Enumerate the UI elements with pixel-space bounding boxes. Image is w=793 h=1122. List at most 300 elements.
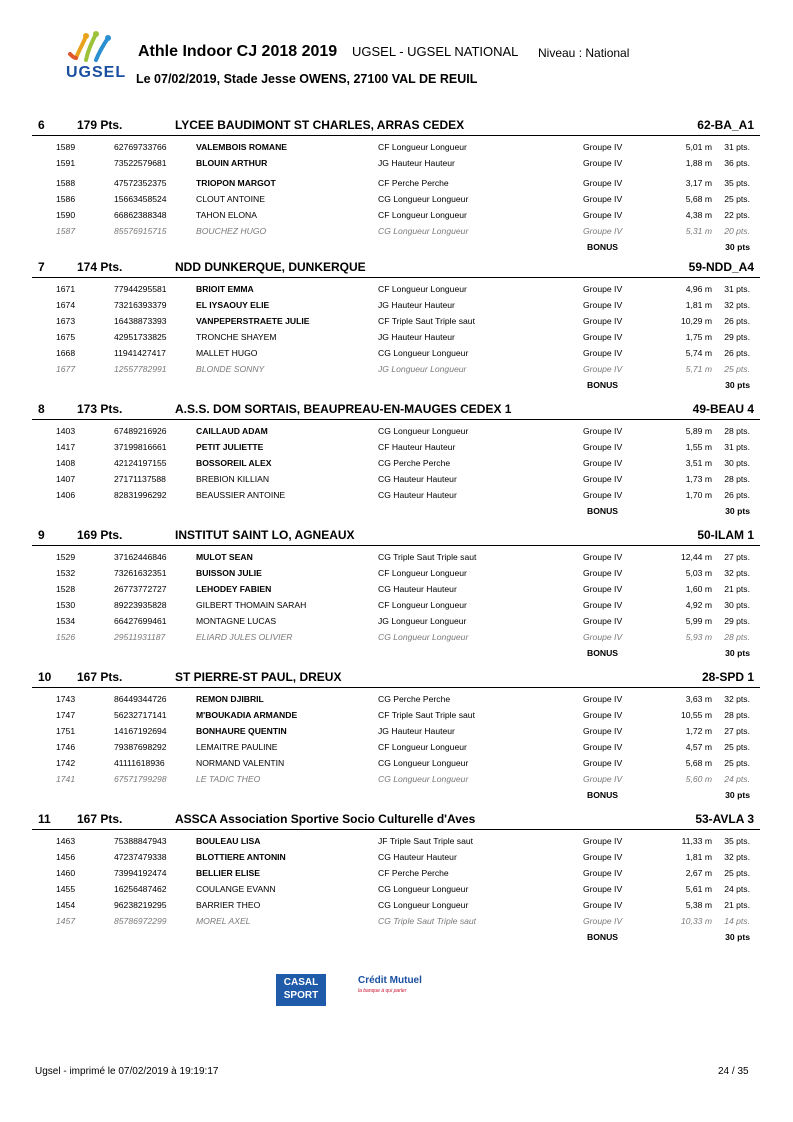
athlete-name: BARRIER THEO (196, 900, 261, 910)
athlete-name: LE TADIC THEO (196, 774, 261, 784)
athlete-name: BELLIER ELISE (196, 868, 260, 878)
licence-number: 86449344726 (114, 694, 167, 704)
athlete-name: BOUCHEZ HUGO (196, 226, 267, 236)
licence-number: 67489216926 (114, 426, 167, 436)
team-points: 169 Pts. (77, 528, 123, 542)
performance: 1,70 m (685, 490, 712, 500)
licence-number: 37199816661 (114, 442, 167, 452)
athlete-row (32, 613, 760, 629)
athlete-name: MALLET HUGO (196, 348, 258, 358)
event-name: CG Longueur Longueur (378, 426, 469, 436)
event-name: JF Triple Saut Triple saut (378, 836, 474, 846)
bonus-points: 30 pts (725, 506, 750, 516)
team-points: 179 Pts. (77, 118, 123, 132)
event-name: JG Longueur Longueur (378, 364, 467, 374)
event-name: CG Perche Perche (378, 458, 451, 468)
team-block (32, 259, 760, 393)
athlete-row (32, 345, 760, 361)
event-name: CF Longueur Longueur (378, 568, 467, 578)
bib-number: 1406 (56, 490, 76, 500)
team-rank: 9 (38, 528, 45, 542)
team-block (32, 117, 760, 255)
bib-number: 1526 (56, 632, 76, 642)
event-name: CF Longueur Longueur (378, 742, 467, 752)
athlete-name: BRIOIT EMMA (196, 284, 254, 294)
bib-number: 1417 (56, 442, 76, 452)
casal-sport-logo: CASAL SPORT (276, 974, 326, 1006)
team-points: 167 Pts. (77, 670, 123, 684)
team-name: NDD DUNKERQUE, DUNKERQUE (175, 260, 366, 274)
level: Niveau : National (538, 46, 630, 60)
event-name: CF Perche Perche (378, 868, 449, 878)
athlete-points: 24 pts. (724, 884, 750, 894)
athlete-row (32, 565, 760, 581)
performance: 5,60 m (685, 774, 712, 784)
athlete-name: MOREL AXEL (196, 916, 251, 926)
licence-number: 66427699461 (114, 616, 167, 626)
athlete-row (32, 581, 760, 597)
bonus-points: 30 pts (725, 380, 750, 390)
licence-number: 79387698292 (114, 742, 167, 752)
bonus-row (32, 239, 760, 255)
group-name: Groupe IV (583, 568, 623, 578)
licence-number: 42124197155 (114, 458, 167, 468)
athlete-row (32, 155, 760, 171)
bib-number: 1534 (56, 616, 76, 626)
performance: 10,55 m (680, 710, 712, 720)
competition-title: Athle Indoor CJ 2018 2019 (138, 43, 338, 60)
performance: 11,33 m (681, 836, 712, 846)
bib-number: 1674 (56, 300, 76, 310)
performance: 5,03 m (685, 568, 712, 578)
logo-text: UGSEL (66, 64, 127, 81)
bonus-points: 30 pts (725, 932, 750, 942)
licence-number: 37162446846 (114, 552, 167, 562)
performance: 4,92 m (685, 600, 712, 610)
performance: 3,17 m (685, 178, 712, 188)
athlete-points: 27 pts. (724, 726, 750, 736)
athlete-name: BUISSON JULIE (196, 568, 262, 578)
event-name: JG Longueur Longueur (378, 616, 467, 626)
group-name: Groupe IV (583, 226, 623, 236)
performance: 5,71 m (685, 364, 712, 374)
athlete-points: 30 pts. (724, 458, 750, 468)
event-name: CF Longueur Longueur (378, 142, 467, 152)
athlete-points: 25 pts. (724, 742, 750, 752)
page-header (0, 0, 793, 110)
licence-number: 56232717141 (114, 710, 167, 720)
bib-number: 1530 (56, 600, 76, 610)
bib-number: 1456 (56, 852, 76, 862)
bib-number: 1529 (56, 552, 76, 562)
athlete-points: 32 pts. (724, 568, 750, 578)
licence-number: 27171137588 (114, 474, 166, 484)
group-name: Groupe IV (583, 852, 623, 862)
group-name: Groupe IV (583, 694, 623, 704)
group-name: Groupe IV (583, 900, 623, 910)
bib-number: 1457 (56, 916, 76, 926)
licence-number: 47237479338 (114, 852, 167, 862)
event-name: JG Hauteur Hauteur (378, 158, 455, 168)
athlete-row (32, 881, 760, 897)
bib-number: 1747 (56, 710, 76, 720)
group-name: Groupe IV (583, 774, 623, 784)
group-name: Groupe IV (583, 178, 623, 188)
performance: 5,93 m (685, 632, 712, 642)
group-name: Groupe IV (583, 600, 623, 610)
event-name: CG Triple Saut Triple saut (378, 552, 477, 562)
event-name: CG Perche Perche (378, 694, 451, 704)
athlete-points: 31 pts. (724, 442, 750, 452)
credit-mutuel-logo: Crédit Mutuel (358, 975, 422, 986)
performance: 1,55 m (685, 442, 712, 452)
performance: 5,99 m (685, 616, 712, 626)
bib-number: 1588 (56, 178, 76, 188)
group-name: Groupe IV (583, 584, 623, 594)
licence-number: 85576915715 (114, 226, 167, 236)
performance: 1,81 m (685, 852, 712, 862)
athlete-row (32, 739, 760, 755)
team-code: 50-ILAM 1 (697, 528, 754, 542)
performance: 1,72 m (685, 726, 712, 736)
group-name: Groupe IV (583, 158, 623, 168)
event-name: JG Hauteur Hauteur (378, 726, 455, 736)
athlete-points: 36 pts. (724, 158, 750, 168)
event-name: CG Hauteur Hauteur (378, 852, 457, 862)
athlete-name: GILBERT THOMAIN SARAH (196, 600, 307, 610)
group-name: Groupe IV (583, 284, 623, 294)
event-name: JG Hauteur Hauteur (378, 332, 455, 342)
event-name: CG Longueur Longueur (378, 884, 469, 894)
licence-number: 47572352375 (114, 178, 167, 188)
team-header (32, 811, 760, 830)
performance: 5,38 m (685, 900, 712, 910)
athlete-name: BOSSOREIL ALEX (196, 458, 272, 468)
athlete-row (32, 175, 760, 191)
bonus-points: 30 pts (725, 648, 750, 658)
bonus-label: BONUS (587, 790, 619, 800)
team-block (32, 527, 760, 661)
event-name: CG Hauteur Hauteur (378, 490, 457, 500)
performance: 4,57 m (685, 742, 712, 752)
group-name: Groupe IV (583, 616, 623, 626)
licence-number: 73261632351 (114, 568, 167, 578)
bib-number: 1671 (56, 284, 76, 294)
athlete-name: ELIARD JULES OLIVIER (196, 632, 293, 642)
event-date-venue: Le 07/02/2019, Stade Jesse OWENS, 27100 VAL DE REUIL (136, 72, 478, 86)
athlete-points: 30 pts. (724, 600, 750, 610)
athlete-row (32, 329, 760, 345)
athlete-row (32, 439, 760, 455)
athlete-name: NORMAND VALENTIN (196, 758, 285, 768)
bib-number: 1589 (56, 142, 76, 152)
athlete-points: 14 pts. (724, 916, 750, 926)
performance: 5,68 m (685, 194, 712, 204)
performance: 1,88 m (685, 158, 712, 168)
performance: 4,96 m (685, 284, 712, 294)
athlete-row (32, 865, 760, 881)
licence-number: 73994192474 (114, 868, 167, 878)
licence-number: 12557782991 (114, 364, 167, 374)
licence-number: 26773772727 (114, 584, 167, 594)
team-rank: 10 (38, 670, 52, 684)
athlete-name: BOULEAU LISA (196, 836, 261, 846)
performance: 3,51 m (685, 458, 712, 468)
performance: 10,33 m (680, 916, 712, 926)
athlete-points: 25 pts. (724, 364, 750, 374)
athlete-name: TRONCHE SHAYEM (196, 332, 277, 342)
bonus-row (32, 787, 760, 803)
athlete-name: BREBION KILLIAN (196, 474, 270, 484)
event-name: CF Triple Saut Triple saut (378, 710, 475, 720)
bib-number: 1742 (56, 758, 76, 768)
team-name: ST PIERRE-ST PAUL, DREUX (175, 670, 342, 684)
athlete-points: 25 pts. (724, 758, 750, 768)
bonus-label: BONUS (587, 932, 619, 942)
bib-number: 1743 (56, 694, 76, 704)
licence-number: 82831996292 (114, 490, 167, 500)
athlete-name: COULANGE EVANN (196, 884, 276, 894)
team-header (32, 669, 760, 688)
licence-number: 67571799298 (114, 774, 167, 784)
athlete-points: 32 pts. (724, 694, 750, 704)
organizer: UGSEL - UGSEL NATIONAL (352, 44, 519, 59)
team-header (32, 259, 760, 278)
performance: 1,75 m (685, 332, 712, 342)
group-name: Groupe IV (583, 348, 623, 358)
athlete-row (32, 361, 760, 377)
licence-number: 29511931187 (114, 632, 166, 642)
print-info: Ugsel - imprimé le 07/02/2019 à 19:19:17 (35, 1066, 219, 1077)
bib-number: 1463 (56, 836, 76, 846)
bib-number: 1528 (56, 584, 76, 594)
licence-number: 14167192694 (114, 726, 167, 736)
event-name: CF Longueur Longueur (378, 284, 467, 294)
team-code: 62-BA_A1 (697, 118, 754, 132)
performance: 3,63 m (685, 694, 712, 704)
bib-number: 1751 (56, 726, 76, 736)
athlete-row (32, 139, 760, 155)
event-name: CG Triple Saut Triple saut (378, 916, 477, 926)
event-name: CG Hauteur Hauteur (378, 584, 457, 594)
athlete-points: 35 pts. (724, 178, 750, 188)
athlete-points: 28 pts. (724, 474, 750, 484)
bonus-row (32, 929, 760, 945)
performance: 5,89 m (685, 426, 712, 436)
athlete-row (32, 597, 760, 613)
athlete-row (32, 913, 760, 929)
event-name: CG Longueur Longueur (378, 900, 469, 910)
performance: 5,68 m (685, 758, 712, 768)
team-rank: 11 (38, 812, 51, 826)
athlete-name: BLOTTIERE ANTONIN (196, 852, 286, 862)
athlete-row (32, 897, 760, 913)
team-name: A.S.S. DOM SORTAIS, BEAUPREAU-EN-MAUGES CEDEX 1 (175, 402, 512, 416)
event-name: CF Perche Perche (378, 178, 449, 188)
bib-number: 1532 (56, 568, 76, 578)
athlete-name: CLOUT ANTOINE (196, 194, 265, 204)
event-name: CF Triple Saut Triple saut (378, 316, 475, 326)
athlete-points: 24 pts. (724, 774, 750, 784)
licence-number: 62769733766 (114, 142, 167, 152)
event-name: CG Longueur Longueur (378, 226, 469, 236)
athlete-points: 28 pts. (724, 426, 750, 436)
athlete-points: 25 pts. (724, 194, 750, 204)
event-name: CF Longueur Longueur (378, 210, 467, 220)
athlete-row (32, 849, 760, 865)
athlete-row (32, 771, 760, 787)
team-code: 28-SPD 1 (701, 670, 754, 684)
bonus-label: BONUS (587, 648, 619, 658)
athlete-points: 27 pts. (724, 552, 750, 562)
group-name: Groupe IV (583, 758, 623, 768)
team-name: INSTITUT SAINT LO, AGNEAUX (175, 528, 355, 542)
athlete-points: 31 pts. (724, 284, 750, 294)
bonus-label: BONUS (587, 380, 619, 390)
athlete-name: BLOUIN ARTHUR (196, 158, 268, 168)
athlete-row (32, 471, 760, 487)
athlete-points: 20 pts. (724, 226, 750, 236)
bonus-label: BONUS (587, 506, 619, 516)
athlete-name: MONTAGNE LUCAS (196, 616, 277, 626)
performance: 4,38 m (685, 210, 712, 220)
group-name: Groupe IV (583, 300, 623, 310)
performance: 1,60 m (685, 584, 712, 594)
athlete-row (32, 281, 760, 297)
bib-number: 1675 (56, 332, 76, 342)
bib-number: 1454 (56, 900, 76, 910)
athlete-row (32, 549, 760, 565)
athlete-points: 21 pts. (724, 900, 750, 910)
bib-number: 1668 (56, 348, 76, 358)
performance: 12,44 m (680, 552, 712, 562)
performance: 5,31 m (685, 226, 712, 236)
group-name: Groupe IV (583, 742, 623, 752)
bib-number: 1590 (56, 210, 76, 220)
licence-number: 73522579681 (114, 158, 167, 168)
bonus-points: 30 pts (725, 790, 750, 800)
athlete-row (32, 629, 760, 645)
athlete-row (32, 423, 760, 439)
team-code: 53-AVLA 3 (695, 812, 754, 826)
group-name: Groupe IV (583, 474, 623, 484)
team-name: ASSCA Association Sportive Socio Culturelle d'Aves (175, 812, 476, 826)
licence-number: 41111618936 (114, 758, 165, 768)
event-name: CG Longueur Longueur (378, 774, 469, 784)
team-header (32, 117, 760, 136)
event-name: CF Longueur Longueur (378, 600, 467, 610)
group-name: Groupe IV (583, 332, 623, 342)
licence-number: 66862388348 (114, 210, 167, 220)
performance: 2,67 m (685, 868, 712, 878)
group-name: Groupe IV (583, 710, 623, 720)
licence-number: 42951733825 (114, 332, 167, 342)
athlete-name: BONHAURE QUENTIN (196, 726, 287, 736)
athlete-name: PETIT JULIETTE (196, 442, 264, 452)
bib-number: 1587 (56, 226, 76, 236)
group-name: Groupe IV (583, 316, 623, 326)
athlete-row (32, 707, 760, 723)
group-name: Groupe IV (583, 868, 623, 878)
athlete-row (32, 191, 760, 207)
team-rank: 8 (38, 402, 45, 416)
licence-number: 15663458524 (114, 194, 167, 204)
group-name: Groupe IV (583, 632, 623, 642)
group-name: Groupe IV (583, 884, 623, 894)
licence-number: 77944295581 (114, 284, 167, 294)
team-points: 167 Pts. (77, 812, 123, 826)
athlete-row (32, 297, 760, 313)
event-name: CG Longueur Longueur (378, 194, 469, 204)
athlete-name: TAHON ELONA (196, 210, 257, 220)
athlete-row (32, 487, 760, 503)
sponsor-logos (276, 974, 456, 1014)
group-name: Groupe IV (583, 142, 623, 152)
athlete-points: 26 pts. (724, 348, 750, 358)
licence-number: 75388847943 (114, 836, 167, 846)
athlete-row (32, 833, 760, 849)
team-code: 59-NDD_A4 (688, 260, 754, 274)
bonus-row (32, 377, 760, 393)
athlete-points: 28 pts. (724, 632, 750, 642)
bonus-row (32, 503, 760, 519)
team-header (32, 527, 760, 546)
athlete-points: 26 pts. (724, 316, 750, 326)
athlete-points: 28 pts. (724, 710, 750, 720)
athlete-points: 26 pts. (724, 490, 750, 500)
performance: 1,73 m (685, 474, 712, 484)
group-name: Groupe IV (583, 364, 623, 374)
performance: 5,61 m (685, 884, 712, 894)
group-name: Groupe IV (583, 194, 623, 204)
athlete-name: LEHODEY FABIEN (196, 584, 272, 594)
athlete-name: BLONDE SONNY (196, 364, 265, 374)
licence-number: 85786972299 (114, 916, 167, 926)
event-name: CG Longueur Longueur (378, 758, 469, 768)
athlete-points: 35 pts. (724, 836, 750, 846)
licence-number: 16256487462 (114, 884, 167, 894)
bib-number: 1407 (56, 474, 76, 484)
athlete-points: 29 pts. (724, 616, 750, 626)
event-name: JG Hauteur Hauteur (378, 300, 455, 310)
bib-number: 1741 (56, 774, 76, 784)
bonus-label: BONUS (587, 242, 619, 252)
team-header (32, 401, 760, 420)
bib-number: 1586 (56, 194, 76, 204)
performance: 1,81 m (685, 300, 712, 310)
licence-number: 73216393379 (114, 300, 167, 310)
group-name: Groupe IV (583, 916, 623, 926)
group-name: Groupe IV (583, 426, 623, 436)
athlete-name: LEMAITRE PAULINE (196, 742, 278, 752)
event-name: CG Longueur Longueur (378, 348, 469, 358)
group-name: Groupe IV (583, 726, 623, 736)
group-name: Groupe IV (583, 458, 623, 468)
bib-number: 1677 (56, 364, 76, 374)
athlete-points: 22 pts. (724, 210, 750, 220)
performance: 10,29 m (680, 316, 712, 326)
team-points: 174 Pts. (77, 260, 123, 274)
performance: 5,01 m (685, 142, 712, 152)
athlete-row (32, 755, 760, 771)
athlete-row (32, 223, 760, 239)
athlete-name: VANPEPERSTRAETE JULIE (196, 316, 310, 326)
group-name: Groupe IV (583, 552, 623, 562)
team-block (32, 811, 760, 945)
bib-number: 1460 (56, 868, 76, 878)
bib-number: 1408 (56, 458, 76, 468)
athlete-points: 21 pts. (724, 584, 750, 594)
